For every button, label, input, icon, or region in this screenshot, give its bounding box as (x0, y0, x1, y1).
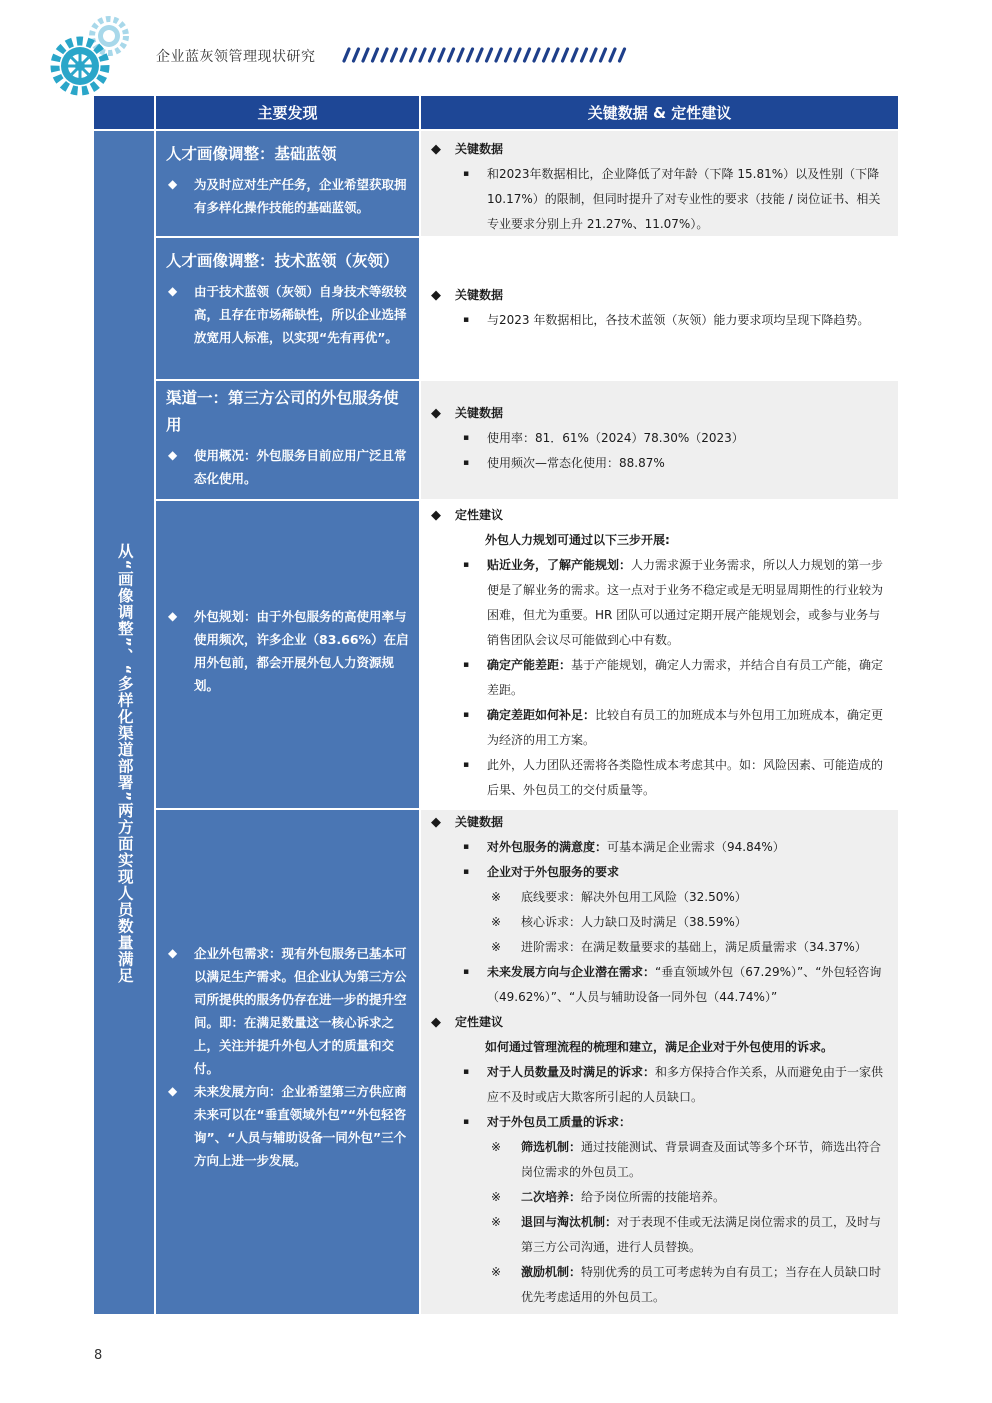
side-label: 从“画像调整”、“多样化渠道部署”两方面实现人员数量满足 (115, 543, 134, 984)
list-item-text (487, 1110, 890, 1135)
findings-table (94, 96, 898, 1314)
finding-item-text: 为及时应对生产任务，企业希望获取拥有多样化操作技能的基础蓝领。 (194, 177, 407, 215)
diamond-bullet-icon: ◆ (431, 142, 441, 157)
stripe-mark (373, 49, 378, 61)
finding-title: 人才画像调整：技术蓝领（灰领） (166, 252, 399, 270)
sub-item-lead: 筛选机制： (521, 1140, 582, 1154)
list-item-lead: 未来发展方向与企业潜在需求： (487, 965, 656, 979)
list-item-lead: 企业对于外包服务的要求 (487, 865, 620, 879)
list-item (429, 162, 890, 237)
list-item (429, 703, 890, 753)
stripe-mark (354, 49, 359, 61)
list-item (429, 753, 890, 803)
stripe-mark (515, 49, 520, 61)
list-item-text (487, 1060, 890, 1110)
stripe-mark (401, 49, 406, 61)
reference-mark-icon: ※ (491, 1265, 502, 1279)
stripe-mark (477, 49, 482, 61)
header-title: 企业蓝灰领管理现状研究 (156, 49, 316, 65)
reference-mark-icon: ※ (491, 890, 502, 904)
stripe-mark (563, 49, 568, 61)
finding-item (166, 605, 409, 697)
stripe-mark (411, 49, 416, 61)
square-bullet-icon: ▪ (463, 760, 470, 770)
list-item (429, 553, 890, 653)
section-heading (429, 810, 890, 835)
list-item-text (487, 653, 890, 703)
finding-title: 人才画像调整：基础蓝领 (166, 145, 337, 163)
section-intro: 如何通过管理流程的梳理和建立，满足企业对于外包使用的诉求。 (485, 1040, 834, 1054)
list-item-body: 和多方保持合作关系，从而避免由于一家供应不及时或店大欺客所引起的人员缺口。 (487, 1065, 884, 1104)
list-item-text (487, 703, 890, 753)
section-heading-text: 关键数据 (455, 815, 504, 829)
sub-item (429, 1135, 890, 1185)
diamond-bullet-icon: ◆ (431, 1015, 441, 1030)
square-bullet-icon: ▪ (463, 867, 470, 877)
finding-title: 渠道一：第三方公司的外包服务使用 (166, 389, 399, 434)
list-item (429, 426, 890, 451)
stripe-mark (591, 49, 596, 61)
column-header-findings: 主要发现 (156, 96, 419, 129)
stripe-mark (449, 49, 454, 61)
sub-item-lead: 二次培养： (521, 1190, 582, 1204)
sub-item-body: 对于表现不佳或无法满足岗位需求的员工，及时与第三方公司沟通，进行人员替换。 (521, 1215, 882, 1254)
square-bullet-icon: ▪ (463, 710, 470, 720)
stripe-mark (553, 49, 558, 61)
section-heading (429, 503, 890, 528)
list-item (429, 451, 890, 476)
list-item-lead: 确定差距如何补足： (487, 708, 596, 722)
list-item-text: 与2023 年数据相比，各技术蓝领（灰领）能力要求项均呈现下降趋势。 (487, 313, 870, 327)
sub-item-lead: 激励机制： (521, 1265, 582, 1279)
stripe-mark (496, 49, 501, 61)
stripe-mark (544, 49, 549, 61)
diamond-bullet-icon: ◆ (431, 406, 441, 421)
sub-item-text: 进阶需求：在满足数量要求的基础上，满足质量需求（34.37%） (521, 940, 867, 954)
finding-outsourcing-demand (156, 810, 419, 1314)
square-bullet-icon: ▪ (463, 1117, 470, 1127)
list-item-body: 人力需求源于业务需求，所以人力规划的第一步便是了解业务的需求。这一点对于业务不稳定或是无明显周期性的行业较为困难，但尤为重要。HR 团队可以通过定期开展产能规划会，或参与业务与销售团队会议尽可能做到心中有数。 (487, 558, 884, 647)
sub-item (429, 1260, 890, 1310)
sub-item-body: 特别优秀的员工可考虑转为自有员工；当存在人员缺口时优先考虑适用的外包员工。 (521, 1265, 882, 1304)
list-item-lead: 对于人员数量及时满足的诉求： (487, 1065, 656, 1079)
square-bullet-icon: ▪ (463, 842, 470, 852)
list-item-text (487, 960, 890, 1010)
sub-item (429, 910, 890, 935)
list-item (429, 1110, 890, 1135)
finding-item (166, 1080, 409, 1172)
list-item-lead: 贴近业务，了解产能规划： (487, 558, 632, 572)
sub-item (429, 885, 890, 910)
data-outsourcing-demand (421, 810, 898, 1314)
section-heading-text: 关键数据 (455, 406, 504, 420)
section-heading-text: 定性建议 (455, 1015, 504, 1029)
diamond-bullet-icon: ◆ (168, 1084, 178, 1098)
header-corner-cell (94, 96, 154, 129)
stripe-mark (468, 49, 473, 61)
data-outsourcing-planning (421, 501, 898, 808)
sub-item (429, 1185, 890, 1210)
list-item-text: 使用频次—常态化使用：88.87% (487, 456, 665, 470)
finding-outsourcing-usage (156, 381, 419, 499)
sub-item-body: 给予岗位所需的技能培养。 (581, 1190, 726, 1204)
square-bullet-icon: ▪ (463, 169, 470, 179)
list-item-text (487, 835, 890, 860)
square-bullet-icon: ▪ (463, 967, 470, 977)
stripe-mark (382, 49, 387, 61)
list-item (429, 653, 890, 703)
section-intro: 外包人力规划可通过以下三步开展: (485, 533, 670, 547)
reference-mark-icon: ※ (491, 1140, 502, 1154)
finding-item (166, 280, 409, 349)
list-item-lead: 确定产能差距： (487, 658, 572, 672)
stripe-mark (525, 49, 530, 61)
list-item-body: 可基本满足企业需求（94.84%） (607, 840, 785, 854)
diamond-bullet-icon: ◆ (168, 448, 178, 462)
section-heading (429, 137, 890, 162)
list-item-lead: 对于外包员工质量的诉求： (487, 1115, 632, 1129)
sub-item-body: 通过技能测试、背景调查及面试等多个环节，筛选出符合岗位需求的外包员工。 (521, 1140, 882, 1179)
stripe-mark (458, 49, 463, 61)
sub-item-text (521, 1260, 890, 1310)
data-outsourcing-usage (421, 381, 898, 499)
square-bullet-icon: ▪ (463, 660, 470, 670)
reference-mark-icon: ※ (491, 1215, 502, 1229)
finding-technical-blue-collar (156, 238, 419, 379)
section-heading-text: 定性建议 (455, 508, 504, 522)
finding-item (166, 444, 409, 490)
list-item-text: 此外，人力团队还需将各类隐性成本考虑其中。如：风险因素、可能造成的后果、外包员工的交付质量等。 (487, 758, 884, 797)
stripe-mark (506, 49, 511, 61)
column-header-data: 关键数据 & 定性建议 (421, 96, 898, 129)
diamond-bullet-icon: ◆ (168, 177, 178, 191)
section-heading-text: 关键数据 (455, 288, 504, 302)
finding-item-text: 企业外包需求：现有外包服务已基本可以满足生产需求。但企业认为第三方公司所提供的服务仍存在进一步的提升空间。即：在满足数量这一核心诉求之上，关注并提升外包人才的质量和交付。 (194, 946, 407, 1076)
header-stripes-decoration (340, 47, 630, 63)
diamond-bullet-icon: ◆ (168, 609, 178, 623)
list-item-text (487, 860, 890, 885)
diamond-bullet-icon: ◆ (431, 288, 441, 303)
stripe-mark (534, 49, 539, 61)
list-item-text: 和2023年数据相比，企业降低了对年龄（下降 15.81%）以及性别（下降10.17%）的限制，但同时提升了对专业性的要求（技能 / 岗位证书、相关专业要求分别上升 21.27%、11.07%）。 (487, 167, 881, 231)
finding-item-text: 由于技术蓝领（灰领）自身技术等级较高，且存在市场稀缺性，所以企业选择放宽用人标准，以实现“先有再优”。 (194, 284, 407, 345)
stripe-mark (572, 49, 577, 61)
finding-item (166, 173, 409, 219)
finding-item (166, 942, 409, 1080)
section-heading (429, 283, 890, 308)
list-item-text (487, 553, 890, 653)
stripe-mark (487, 49, 492, 61)
reference-mark-icon: ※ (491, 915, 502, 929)
diamond-bullet-icon: ◆ (168, 284, 178, 298)
diamond-bullet-icon: ◆ (431, 815, 441, 830)
list-item (429, 308, 890, 333)
sub-item-text (521, 1210, 890, 1260)
stripe-mark (610, 49, 615, 61)
sub-item-text: 核心诉求：人力缺口及时满足（38.59%） (521, 915, 747, 929)
section-heading (429, 401, 890, 426)
gears-logo-icon (40, 14, 140, 98)
list-item-lead: 对外包服务的满意度： (487, 840, 608, 854)
stripe-mark (439, 49, 444, 61)
stripe-mark (363, 49, 368, 61)
diamond-bullet-icon: ◆ (431, 508, 441, 523)
stripe-mark (392, 49, 397, 61)
stripe-mark (601, 49, 606, 61)
section-heading (429, 1010, 890, 1035)
finding-item-text: 外包规划：由于外包服务的高使用率与使用频次，许多企业（83.66%）在启用外包前，都会开展外包人力资源规划。 (194, 609, 409, 693)
sub-item-text (521, 1185, 890, 1210)
reference-mark-icon: ※ (491, 940, 502, 954)
list-item (429, 835, 890, 860)
data-basic-blue-collar (421, 131, 898, 236)
stripe-mark (582, 49, 587, 61)
square-bullet-icon: ▪ (463, 315, 470, 325)
stripe-mark (430, 49, 435, 61)
finding-item-text: 使用概况：外包服务目前应用广泛且常态化使用。 (194, 448, 407, 486)
finding-basic-blue-collar (156, 131, 419, 236)
sub-item-lead: 退回与淘汰机制： (521, 1215, 618, 1229)
side-label-cell (94, 131, 154, 1314)
stripe-mark (344, 49, 349, 61)
sub-item-text (521, 1135, 890, 1185)
sub-item (429, 1210, 890, 1260)
list-item-body: 基于产能规划，确定人力需求，并结合自有员工产能，确定差距。 (487, 658, 884, 697)
section-heading-text: 关键数据 (455, 142, 504, 156)
list-item-body: “垂直领域外包（67.29%）”、“外包轻咨询（49.62%）”、“人员与辅助设备一同外包（44.74%）” (487, 965, 882, 1004)
stripe-mark (420, 49, 425, 61)
list-item (429, 860, 890, 885)
reference-mark-icon: ※ (491, 1190, 502, 1204)
square-bullet-icon: ▪ (463, 560, 470, 570)
finding-item-text: 未来发展方向：企业希望第三方供应商未来可以在“垂直领域外包”“外包轻咨询”、“人员与辅助设备一同外包”三个方向上进一步发展。 (194, 1084, 407, 1168)
square-bullet-icon: ▪ (463, 1067, 470, 1077)
sub-item-text: 底线要求：解决外包用工风险（32.50%） (521, 890, 747, 904)
list-item (429, 1060, 890, 1110)
square-bullet-icon: ▪ (463, 433, 470, 443)
sub-item (429, 935, 890, 960)
data-technical-blue-collar (421, 238, 898, 379)
list-item (429, 960, 890, 1010)
page-number: 8 (94, 1348, 103, 1363)
stripe-mark (620, 49, 625, 61)
list-item-text: 使用率：81．61%（2024）78.30%（2023） (487, 431, 744, 445)
diamond-bullet-icon: ◆ (168, 946, 178, 960)
list-item-body: 比较自有员工的加班成本与外包用工加班成本，确定更为经济的用工方案。 (487, 708, 884, 747)
square-bullet-icon: ▪ (463, 458, 470, 468)
finding-outsourcing-planning (156, 501, 419, 808)
